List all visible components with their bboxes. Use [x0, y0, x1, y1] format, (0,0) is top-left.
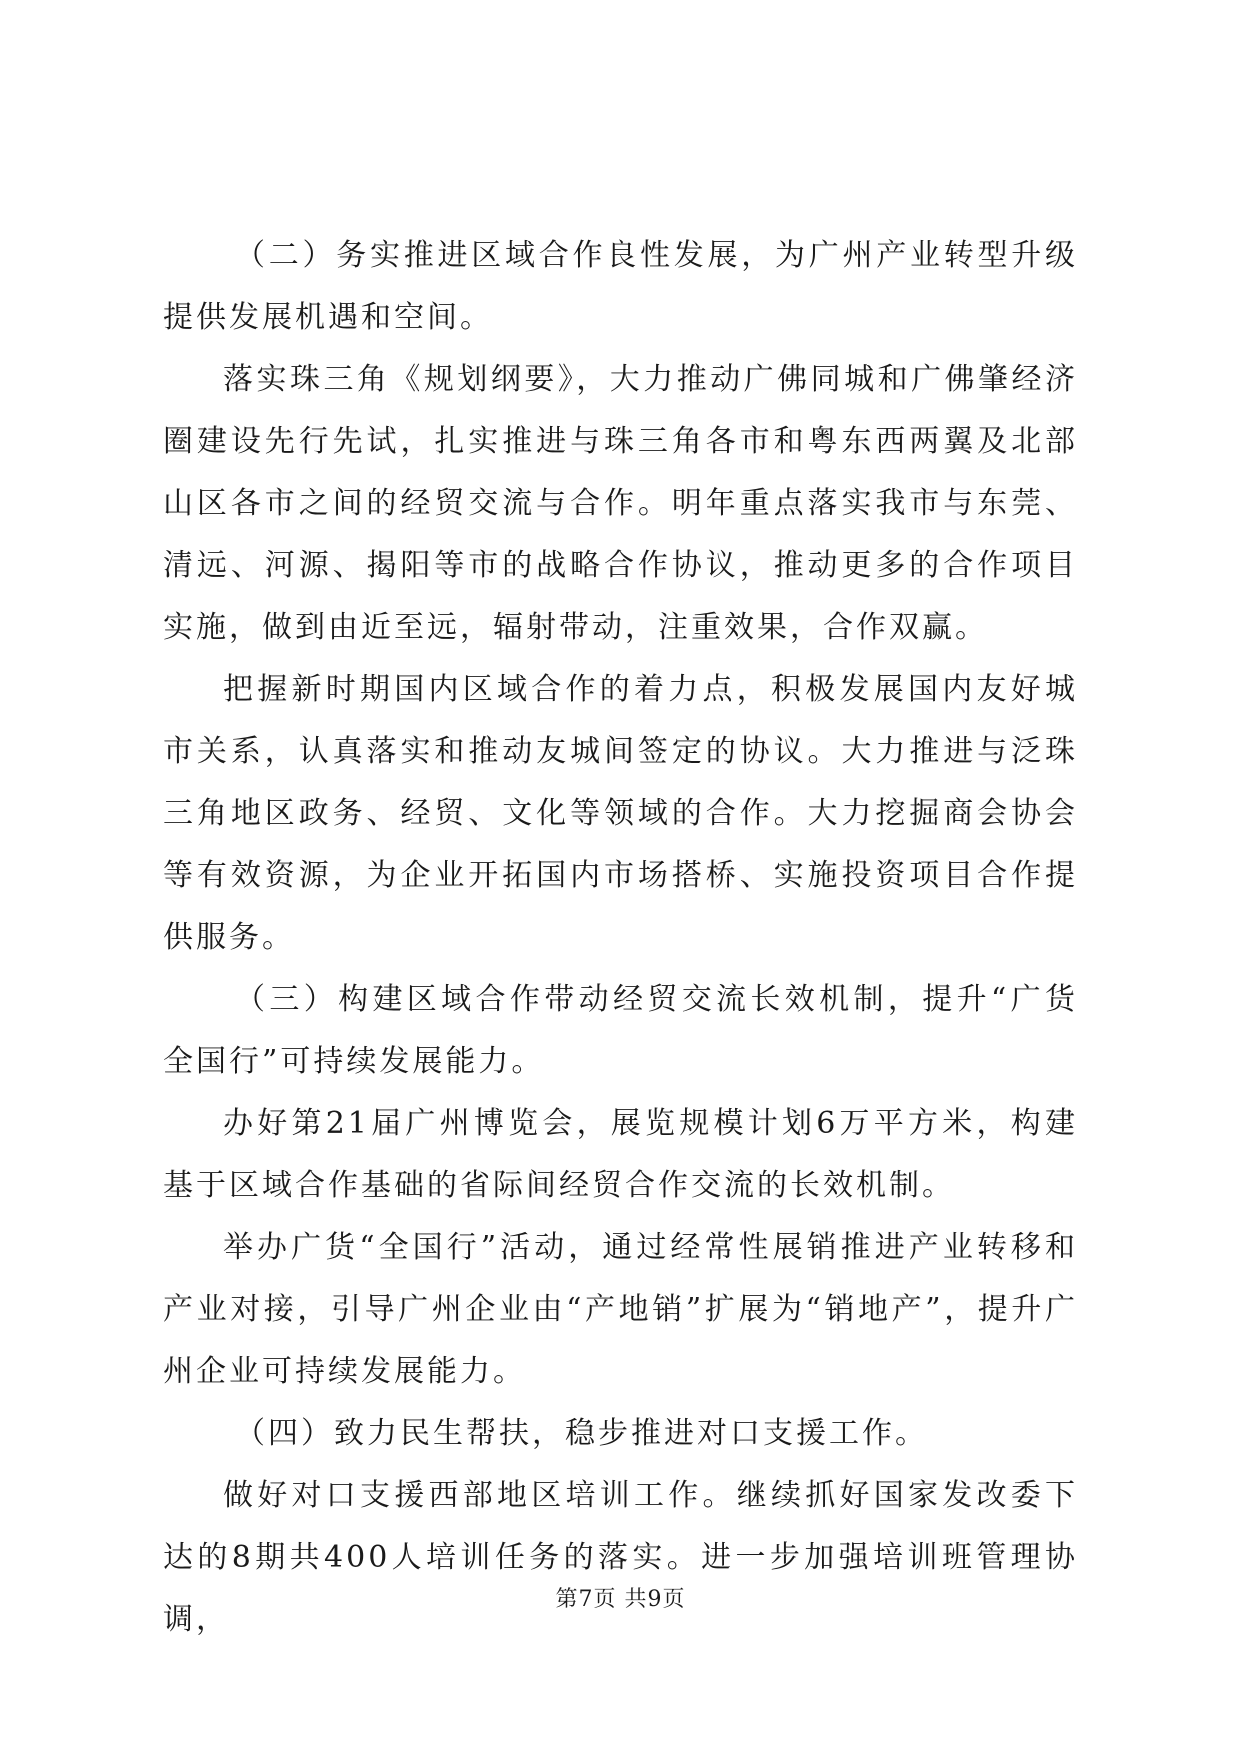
section-heading-2: （二）务实推进区域合作良性发展，为广州产业转型升级提供发展机遇和空间。	[163, 238, 1078, 335]
body-paragraph: 把握新时期国内区域合作的着力点，积极发展国内友好城市关系，认真落实和推动友城间签定的协议。大力推进与泛珠三角地区政务、经贸、文化等领域的合作。大力挖掘商会协会等有效资源，为企业开拓国内市场搭桥、实施投资项目合作提供服务。	[163, 672, 1078, 955]
body-paragraph: 办好第21届广州博览会，展览规模计划6万平方米，构建基于区域合作基础的省际间经贸合作交流的长效机制。	[163, 1106, 1078, 1203]
body-paragraph: 落实珠三角《规划纲要》，大力推动广佛同城和广佛肇经济圈建设先行先试，扎实推进与珠三角各市和粤东西两翼及北部山区各市之间的经贸交流与合作。明年重点落实我市与东莞、清远、河源、揭阳等市的战略合作协议，推动更多的合作项目实施，做到由近至远，辐射带动，注重效果，合作双赢。	[163, 362, 1078, 645]
section-heading-4: （四）致力民生帮扶，稳步推进对口支援工作。	[235, 1416, 928, 1451]
document-body	[163, 225, 1078, 1651]
body-paragraph: 做好对口支援西部地区培训工作。继续抓好国家发改委下达的8期共400人培训任务的落实。进一步加强培训班管理协调，	[163, 1478, 1078, 1637]
page-number-footer: 第7页 共9页	[555, 1587, 686, 1612]
section-heading-3: （三）构建区域合作带动经贸交流长效机制，提升“广货全国行”可持续发展能力。	[163, 982, 1078, 1079]
body-paragraph: 举办广货“全国行”活动，通过经常性展销推进产业转移和产业对接，引导广州企业由“产地销”扩展为“销地产”，提升广州企业可持续发展能力。	[163, 1230, 1078, 1389]
